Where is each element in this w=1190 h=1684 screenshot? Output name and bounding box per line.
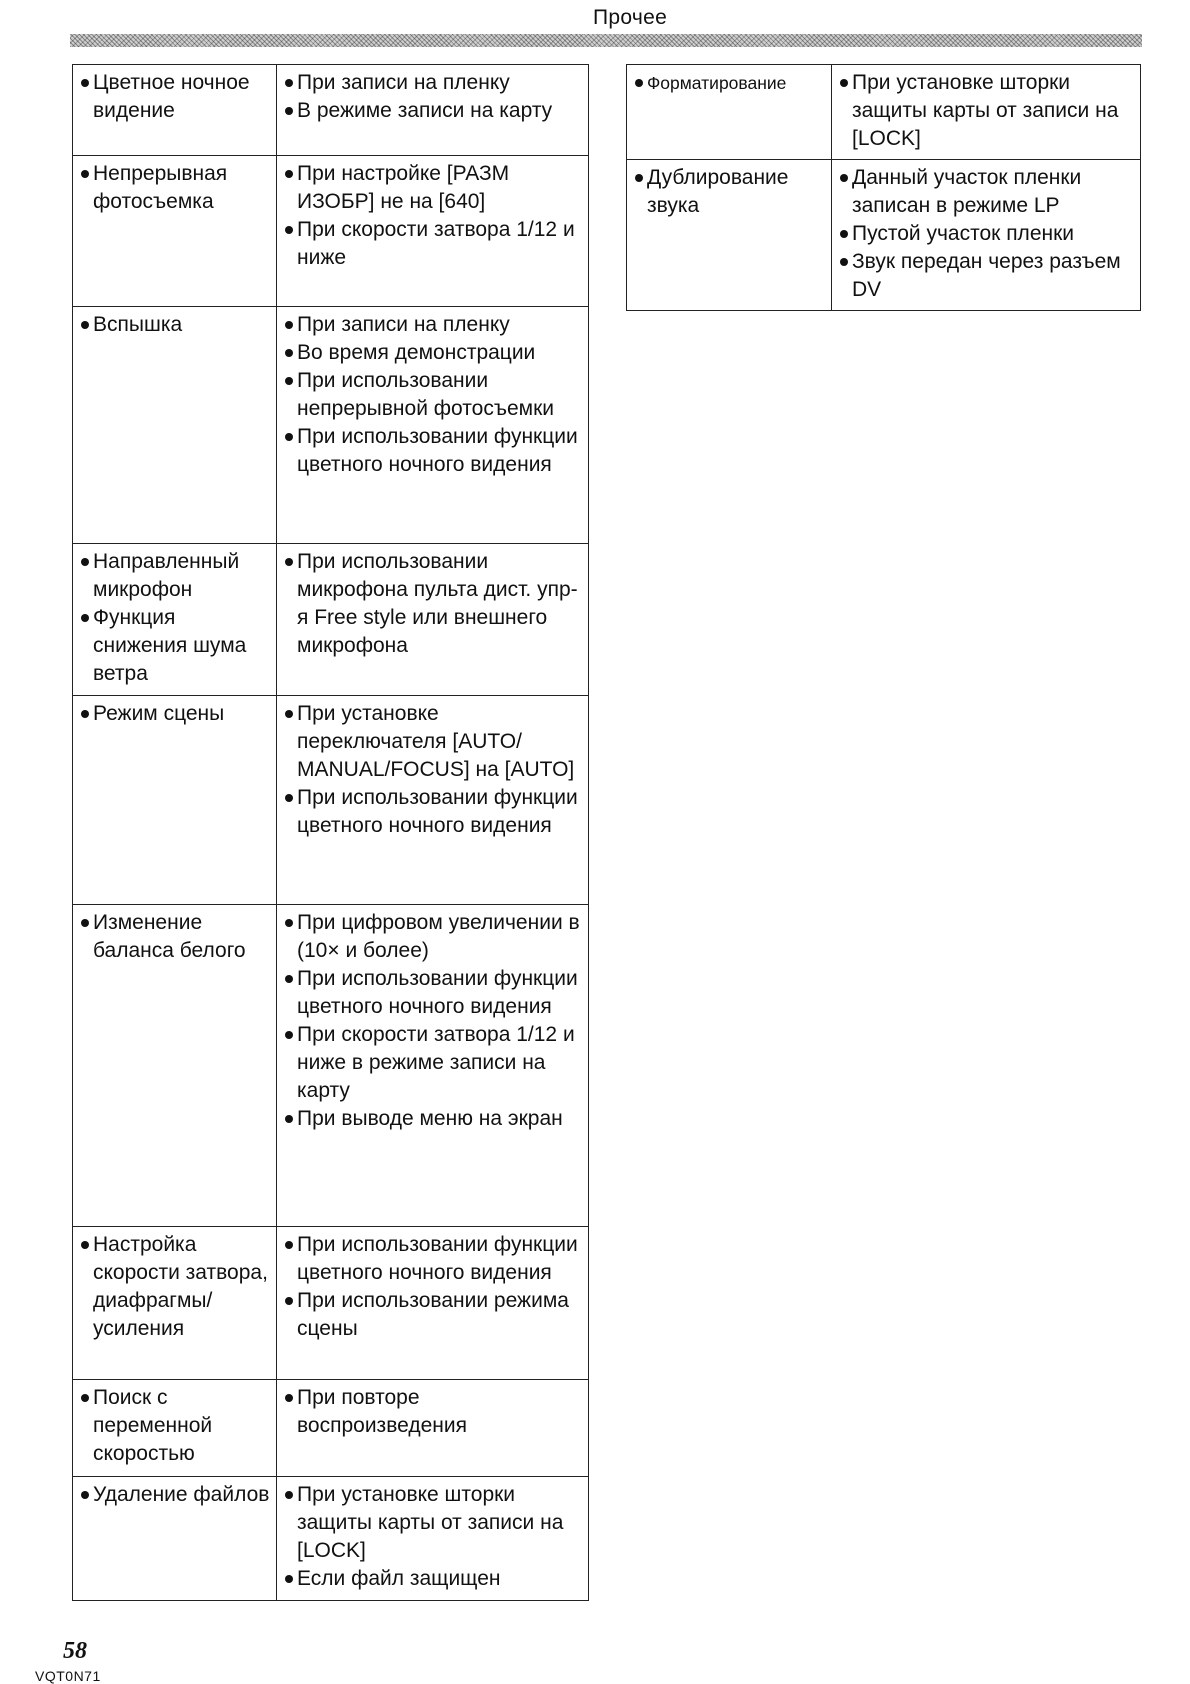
function-cell	[73, 1380, 277, 1477]
condition-cell	[277, 156, 589, 307]
condition-item: При выводе меню на экран	[285, 1105, 582, 1133]
table-row	[627, 65, 1141, 160]
function-cell	[627, 65, 832, 160]
bullet-icon	[635, 174, 643, 182]
bullet-icon	[285, 1241, 293, 1249]
table-row	[73, 1380, 589, 1477]
restrictions-table-right	[626, 64, 1141, 311]
condition-cell	[277, 1380, 589, 1477]
function-item: Непрерывная фотосъемка	[81, 160, 270, 216]
condition-item: При скорости затвора 1/12 и ниже в режиме записи на карту	[285, 1021, 582, 1105]
function-cell	[73, 156, 277, 307]
function-item: Изменение баланса белого	[81, 909, 270, 965]
condition-item: В режиме записи на карту	[285, 97, 582, 125]
function-cell	[627, 160, 832, 311]
condition-item: При записи на пленку	[285, 311, 582, 339]
condition-cell	[832, 160, 1141, 311]
bullet-icon	[285, 1491, 293, 1499]
header-divider	[70, 34, 1142, 47]
condition-item: Пустой участок пленки	[840, 220, 1134, 248]
table-row	[73, 696, 589, 905]
bullet-icon	[81, 558, 89, 566]
condition-item: При использовании непрерывной фотосъемки	[285, 367, 582, 423]
bullet-icon	[81, 1394, 89, 1402]
bullet-icon	[81, 710, 89, 718]
condition-item: При использовании функции цветного ночного видения	[285, 423, 582, 479]
condition-cell	[277, 905, 589, 1227]
restrictions-table-left	[72, 64, 589, 1601]
function-item: Вспышка	[81, 311, 270, 339]
bullet-icon	[81, 321, 89, 329]
table-row	[73, 905, 589, 1227]
bullet-icon	[285, 1394, 293, 1402]
function-item: Режим сцены	[81, 700, 270, 728]
condition-item: Данный участок пленки записан в режиме LP	[840, 164, 1134, 220]
condition-item: При использовании функции цветного ночного видения	[285, 1231, 582, 1287]
table-row	[73, 307, 589, 544]
condition-cell	[277, 544, 589, 696]
bullet-icon	[81, 919, 89, 927]
condition-item: При использовании микрофона пульта дист. упр-я Free style или внешнего микрофона	[285, 548, 582, 660]
condition-item: При настройке [РАЗМ ИЗОБР] не на [640]	[285, 160, 582, 216]
condition-item: При скорости затвора 1/12 и ниже	[285, 216, 582, 272]
document-code: VQT0N71	[35, 1668, 101, 1684]
function-item: Удаление файлов	[81, 1481, 270, 1509]
table-row	[73, 65, 589, 156]
table-row	[73, 156, 589, 307]
section-title: Прочее	[592, 6, 668, 29]
function-cell	[73, 696, 277, 905]
function-item: Дублирование звука	[635, 164, 825, 220]
bullet-icon	[285, 1115, 293, 1123]
page-number: 58	[63, 1638, 87, 1664]
function-cell	[73, 905, 277, 1227]
table-row	[73, 544, 589, 696]
bullet-icon	[285, 79, 293, 87]
condition-item: Звук передан через разъем DV	[840, 248, 1134, 304]
function-cell	[73, 307, 277, 544]
condition-item: При повторе воспроизведения	[285, 1384, 582, 1440]
condition-item: При установке переключателя [AUTO/ MANUAL/FOCUS] на [AUTO]	[285, 700, 582, 784]
table-row	[73, 1477, 589, 1601]
bullet-icon	[81, 170, 89, 178]
bullet-icon	[285, 794, 293, 802]
condition-item: При цифровом увеличении в (10× и более)	[285, 909, 582, 965]
function-item: Направленный микрофон	[81, 548, 270, 604]
bullet-icon	[81, 1241, 89, 1249]
bullet-icon	[81, 79, 89, 87]
bullet-icon	[285, 1297, 293, 1305]
bullet-icon	[81, 614, 89, 622]
bullet-icon	[285, 433, 293, 441]
function-item: Цветное ночное видение	[81, 69, 270, 125]
bullet-icon	[285, 1575, 293, 1583]
bullet-icon	[635, 79, 643, 87]
function-item: Функция снижения шума ветра	[81, 604, 270, 688]
bullet-icon	[285, 919, 293, 927]
bullet-icon	[285, 226, 293, 234]
condition-item: Во время демонстрации	[285, 339, 582, 367]
table-row	[627, 160, 1141, 311]
condition-item: Если файл защищен	[285, 1565, 582, 1593]
function-cell	[73, 1477, 277, 1601]
condition-cell	[277, 1227, 589, 1380]
table-row	[73, 1227, 589, 1380]
bullet-icon	[840, 258, 848, 266]
bullet-icon	[285, 321, 293, 329]
function-item: Поиск с переменной скоростью	[81, 1384, 270, 1468]
bullet-icon	[840, 174, 848, 182]
function-item: Форматирование	[635, 69, 825, 97]
function-cell	[73, 65, 277, 156]
bullet-icon	[840, 230, 848, 238]
function-cell	[73, 1227, 277, 1380]
condition-item: При использовании функции цветного ночного видения	[285, 784, 582, 840]
bullet-icon	[285, 1031, 293, 1039]
function-cell	[73, 544, 277, 696]
condition-cell	[277, 696, 589, 905]
condition-item: При использовании режима сцены	[285, 1287, 582, 1343]
condition-item: При записи на пленку	[285, 69, 582, 97]
bullet-icon	[285, 558, 293, 566]
bullet-icon	[285, 107, 293, 115]
function-item: Настройка скорости затвора, диафрагмы/ усиления	[81, 1231, 270, 1343]
bullet-icon	[285, 975, 293, 983]
bullet-icon	[285, 349, 293, 357]
bullet-icon	[285, 170, 293, 178]
condition-item: При использовании функции цветного ночного видения	[285, 965, 582, 1021]
condition-cell	[277, 65, 589, 156]
condition-cell	[832, 65, 1141, 160]
condition-cell	[277, 1477, 589, 1601]
bullet-icon	[840, 79, 848, 87]
bullet-icon	[285, 710, 293, 718]
bullet-icon	[285, 377, 293, 385]
condition-cell	[277, 307, 589, 544]
bullet-icon	[81, 1491, 89, 1499]
condition-item: При установке шторки защиты карты от записи на [LOCK]	[840, 69, 1134, 153]
condition-item: При установке шторки защиты карты от записи на [LOCK]	[285, 1481, 582, 1565]
